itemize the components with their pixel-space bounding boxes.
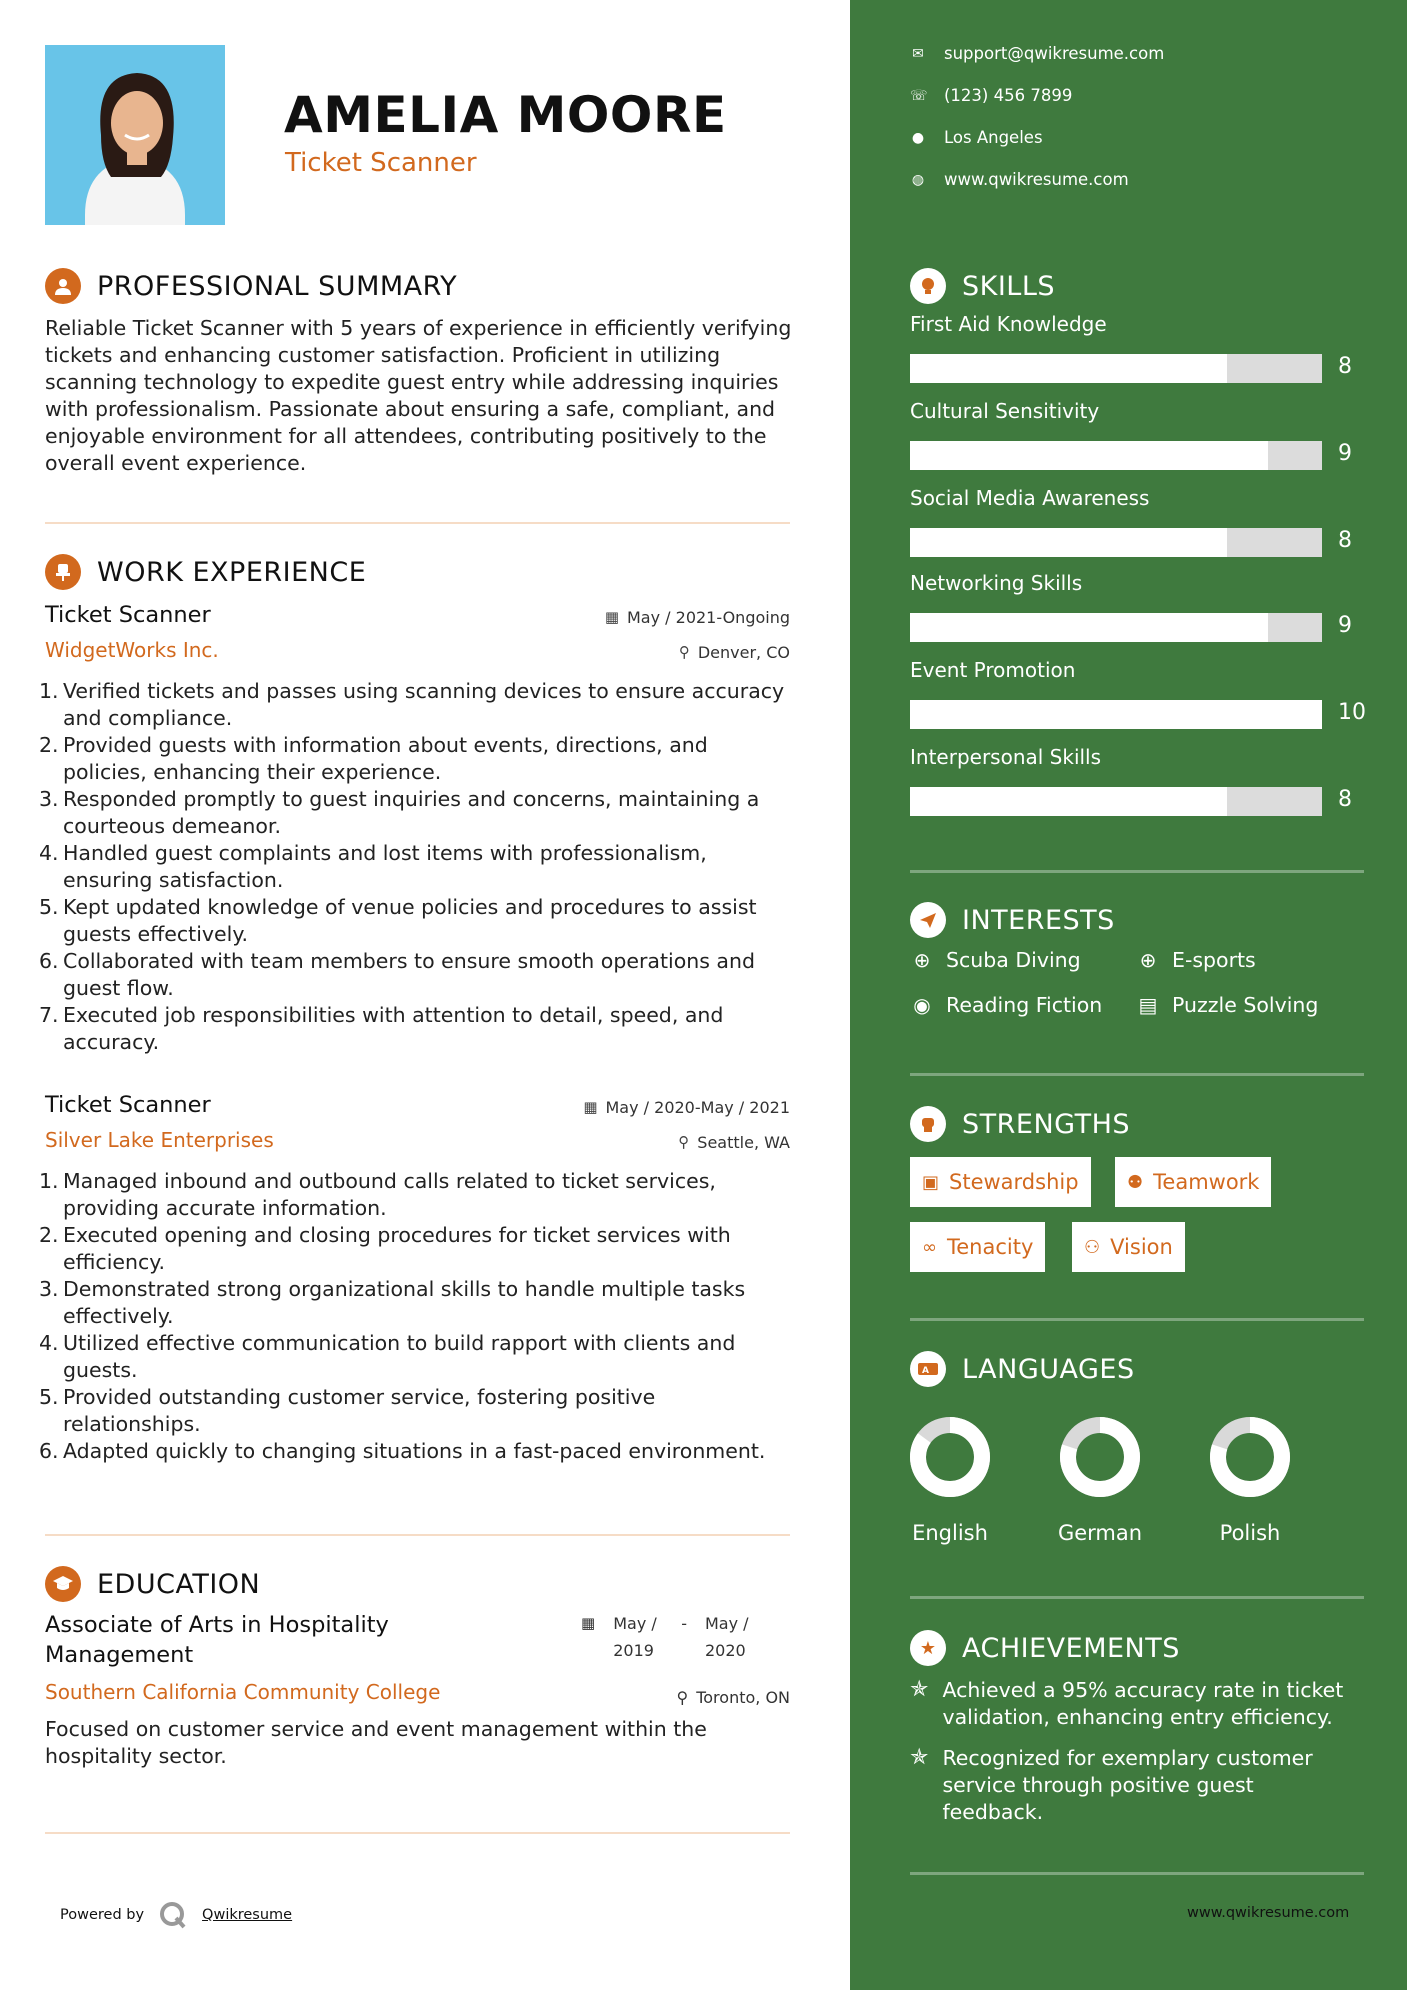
skill-value: 9 <box>1338 613 1352 638</box>
skill-item <box>910 571 1370 638</box>
briefcase-icon: ▣ <box>922 1171 940 1193</box>
skill-bar-fill <box>910 441 1268 470</box>
language-name: Polish <box>1219 1521 1281 1545</box>
school: Southern California Community College <box>45 1680 441 1704</box>
achievements-title: ACHIEVEMENTS <box>962 1632 1180 1664</box>
interests-title: INTERESTS <box>962 904 1115 936</box>
skill-name: First Aid Knowledge <box>910 312 1107 336</box>
language-name: English <box>912 1521 988 1545</box>
skill-bar <box>910 700 1322 729</box>
section-divider <box>910 1073 1364 1076</box>
strengths-title: STRENGTHS <box>962 1108 1131 1140</box>
interest-item: ⊕ E-sports <box>1136 948 1256 972</box>
skill-value: 9 <box>1338 441 1352 466</box>
job-bullets <box>39 1168 790 1465</box>
summary-title: PROFESSIONAL SUMMARY <box>97 270 458 302</box>
language-icon <box>910 1351 946 1387</box>
pin-icon: ⚲ <box>678 1133 690 1151</box>
lifebuoy-icon: ⊕ <box>913 948 931 972</box>
interest-item: ◉ Reading Fiction <box>910 993 1102 1017</box>
skill-item <box>910 658 1370 725</box>
gamepad-icon: ◉ <box>913 993 931 1017</box>
skill-item <box>910 399 1370 466</box>
skill-name: Event Promotion <box>910 658 1076 682</box>
job-role: Ticket Scanner <box>45 602 211 628</box>
star-icon: ✯ <box>910 1677 929 1702</box>
skill-bar <box>910 613 1322 642</box>
map-marker-icon: ● <box>911 129 925 146</box>
skill-value: 8 <box>1338 354 1352 379</box>
skills-title: SKILLS <box>962 270 1056 302</box>
skill-bar <box>910 528 1322 557</box>
job-dates: ▦ May / 2021-Ongoing <box>604 607 790 627</box>
calendar-icon: ▦ <box>581 1614 596 1632</box>
bullet-item: 1. Verified tickets and passes using scanning devices to ensure accuracy and compliance. <box>39 679 785 730</box>
sidebar <box>850 0 1407 1990</box>
candidate-name: AMELIA MOORE <box>284 86 727 144</box>
skill-item <box>910 312 1370 379</box>
contact-website[interactable]: ◍ www.qwikresume.com <box>911 170 1129 189</box>
summary-text: Reliable Ticket Scanner with 5 years of experience in efficiently verifying tickets and enhancing customer satisfaction. Proficient in utilizing scanning technology to expedite guest entry while addressing inquiries with professionalism. Passionate about ensuring a safe, compliant, and enjoyable environment for all attendees, contributing positively to the overall event experience. <box>45 316 792 475</box>
contact-location: ● Los Angeles <box>911 128 1043 147</box>
bullet-item: 5. Provided outstanding customer service, fostering positive relationships. <box>39 1385 656 1436</box>
language-item <box>1040 1415 1160 1545</box>
profile-photo <box>45 45 225 225</box>
date-separator: - <box>681 1614 687 1633</box>
bullet-item: 6. Collaborated with team members to ensure smooth operations and guest flow. <box>39 949 755 1000</box>
job-role: Ticket Scanner <box>45 1092 211 1118</box>
section-divider <box>910 870 1364 873</box>
education-title: EDUCATION <box>97 1568 261 1600</box>
skill-bar-fill <box>910 787 1227 816</box>
pin-icon: ⚲ <box>678 643 690 661</box>
language-ring <box>1208 1415 1292 1499</box>
education-start: May / 2019 <box>613 1614 657 1660</box>
skills-heading <box>910 268 1055 304</box>
skill-name: Social Media Awareness <box>910 486 1150 510</box>
experience-heading <box>45 554 366 590</box>
skill-item <box>910 486 1370 553</box>
powered-by <box>60 1900 292 1930</box>
lightbulb-icon <box>910 268 946 304</box>
summary-heading <box>45 268 457 304</box>
education-entry <box>45 1610 790 1770</box>
section-divider <box>45 522 790 524</box>
skill-value: 8 <box>1338 528 1352 553</box>
degree: Associate of Arts in Hospitality Management <box>45 1612 389 1668</box>
footer-site[interactable]: www.qwikresume.com <box>1187 1905 1350 1921</box>
language-item <box>1190 1415 1310 1545</box>
skill-name: Networking Skills <box>910 571 1083 595</box>
star-icon: ★ <box>910 1630 946 1666</box>
section-divider <box>910 1318 1364 1321</box>
skill-bar-fill <box>910 613 1268 642</box>
chair-icon <box>45 554 81 590</box>
candidate-title: Ticket Scanner <box>285 148 477 178</box>
bullet-item: 5. Kept updated knowledge of venue policies and procedures to assist guests effectively. <box>39 895 757 946</box>
achievement-item: ✯ Achieved a 95% accuracy rate in ticket validation, enhancing entry efficiency. <box>910 1677 1344 1729</box>
strength-badge: ⚇ Vision <box>1072 1222 1185 1272</box>
bullet-item: 2. Provided guests with information about events, directions, and policies, enhancing their experience. <box>39 733 708 784</box>
language-ring <box>908 1415 992 1499</box>
brand-link[interactable]: Qwikresume <box>202 1907 293 1923</box>
bullet-item: 7. Executed job responsibilities with attention to detail, speed, and accuracy. <box>39 1003 724 1054</box>
language-item <box>890 1415 1010 1545</box>
link-icon: ∞ <box>922 1236 937 1258</box>
job-entry <box>39 1092 790 1465</box>
job-company: Silver Lake Enterprises <box>45 1128 274 1152</box>
language-name: German <box>1057 1521 1143 1545</box>
strength-badge: ▣ Stewardship <box>910 1157 1091 1207</box>
job-location: ⚲ Seattle, WA <box>678 1132 790 1152</box>
users-icon: ⚉ <box>1127 1171 1144 1193</box>
bullet-item: 6. Adapted quickly to changing situations in a fast-paced environment. <box>39 1439 766 1463</box>
calendar-icon: ▦ <box>583 1098 598 1116</box>
interests-heading <box>910 902 1115 938</box>
skill-name: Interpersonal Skills <box>910 745 1102 769</box>
bullet-item: 4. Utilized effective communication to build rapport with clients and guests. <box>39 1331 736 1382</box>
bullet-item: 2. Executed opening and closing procedures for ticket services with efficiency. <box>39 1223 731 1274</box>
section-divider <box>910 1872 1364 1875</box>
svg-text:A: A <box>922 1366 929 1376</box>
lifebuoy-icon: ⊕ <box>1139 948 1157 972</box>
fist-icon <box>910 1106 946 1142</box>
education-description: Focused on customer service and event management within the hospitality sector. <box>45 1717 707 1768</box>
skill-bar-fill <box>910 528 1227 557</box>
job-dates: ▦ May / 2020-May / 2021 <box>583 1097 790 1117</box>
calendar-icon: ▦ <box>604 608 619 626</box>
language-ring <box>1058 1415 1142 1499</box>
bullet-item: 1. Managed inbound and outbound calls related to ticket services, providing accurate information. <box>39 1169 716 1220</box>
strength-badge: ⚉ Teamwork <box>1115 1157 1271 1207</box>
skill-bar <box>910 441 1322 470</box>
graduation-cap-icon <box>45 1566 81 1602</box>
skill-name: Cultural Sensitivity <box>910 399 1100 423</box>
strengths-heading <box>910 1106 1130 1142</box>
phone-icon: ☏ <box>910 87 928 104</box>
skill-bar-fill <box>910 700 1322 729</box>
skill-bar <box>910 354 1322 383</box>
strength-badge: ∞ Tenacity <box>910 1222 1045 1272</box>
paper-plane-icon <box>910 902 946 938</box>
job-entry <box>39 602 790 1056</box>
job-bullets <box>39 678 790 1056</box>
education-heading <box>45 1566 260 1602</box>
languages-title: LANGUAGES <box>962 1353 1135 1385</box>
skill-bar <box>910 787 1322 816</box>
section-divider <box>45 1534 790 1536</box>
languages-heading <box>910 1351 1135 1387</box>
envelope-icon: ✉ <box>912 45 924 62</box>
bullet-item: 4. Handled guest complaints and lost items with professionalism, ensuring satisfaction. <box>39 841 707 892</box>
education-location: ⚲ Toronto, ON <box>676 1688 790 1707</box>
interest-item: ⊕ Scuba Diving <box>910 948 1081 972</box>
skill-item <box>910 745 1370 812</box>
job-company: WidgetWorks Inc. <box>45 638 219 662</box>
job-location: ⚲ Denver, CO <box>678 642 790 662</box>
interest-item: ▤ Puzzle Solving <box>1136 993 1318 1017</box>
book-icon: ▤ <box>1138 993 1158 1017</box>
skill-value: 10 <box>1338 700 1366 725</box>
section-divider <box>910 1596 1364 1599</box>
education-dates <box>581 1610 755 1664</box>
contact-phone[interactable]: ☏ (123) 456 7899 <box>910 86 1073 105</box>
achievements-heading <box>910 1630 1180 1666</box>
qwikresume-logo-icon <box>158 1900 188 1930</box>
experience-title: WORK EXPERIENCE <box>97 556 367 588</box>
section-divider <box>45 1832 790 1834</box>
bullet-item: 3. Responded promptly to guest inquiries and concerns, maintaining a courteous demeanor. <box>39 787 760 838</box>
star-icon: ✯ <box>910 1745 929 1770</box>
pin-icon: ⚲ <box>676 1688 689 1707</box>
bullet-item: 3. Demonstrated strong organizational skills to handle multiple tasks effectively. <box>39 1277 746 1328</box>
globe-icon: ◍ <box>911 171 925 188</box>
skill-bar-fill <box>910 354 1227 383</box>
binoculars-icon: ⚇ <box>1084 1236 1101 1258</box>
achievement-item: ✯ Recognized for exemplary customer service through positive guest feedback. <box>910 1745 1313 1824</box>
powered-by-label: Powered by <box>60 1907 145 1923</box>
user-icon <box>45 268 81 304</box>
skill-value: 8 <box>1338 787 1352 812</box>
education-end: May / 2020 <box>705 1614 749 1660</box>
contact-email[interactable]: ✉ support@qwikresume.com <box>910 44 1164 63</box>
